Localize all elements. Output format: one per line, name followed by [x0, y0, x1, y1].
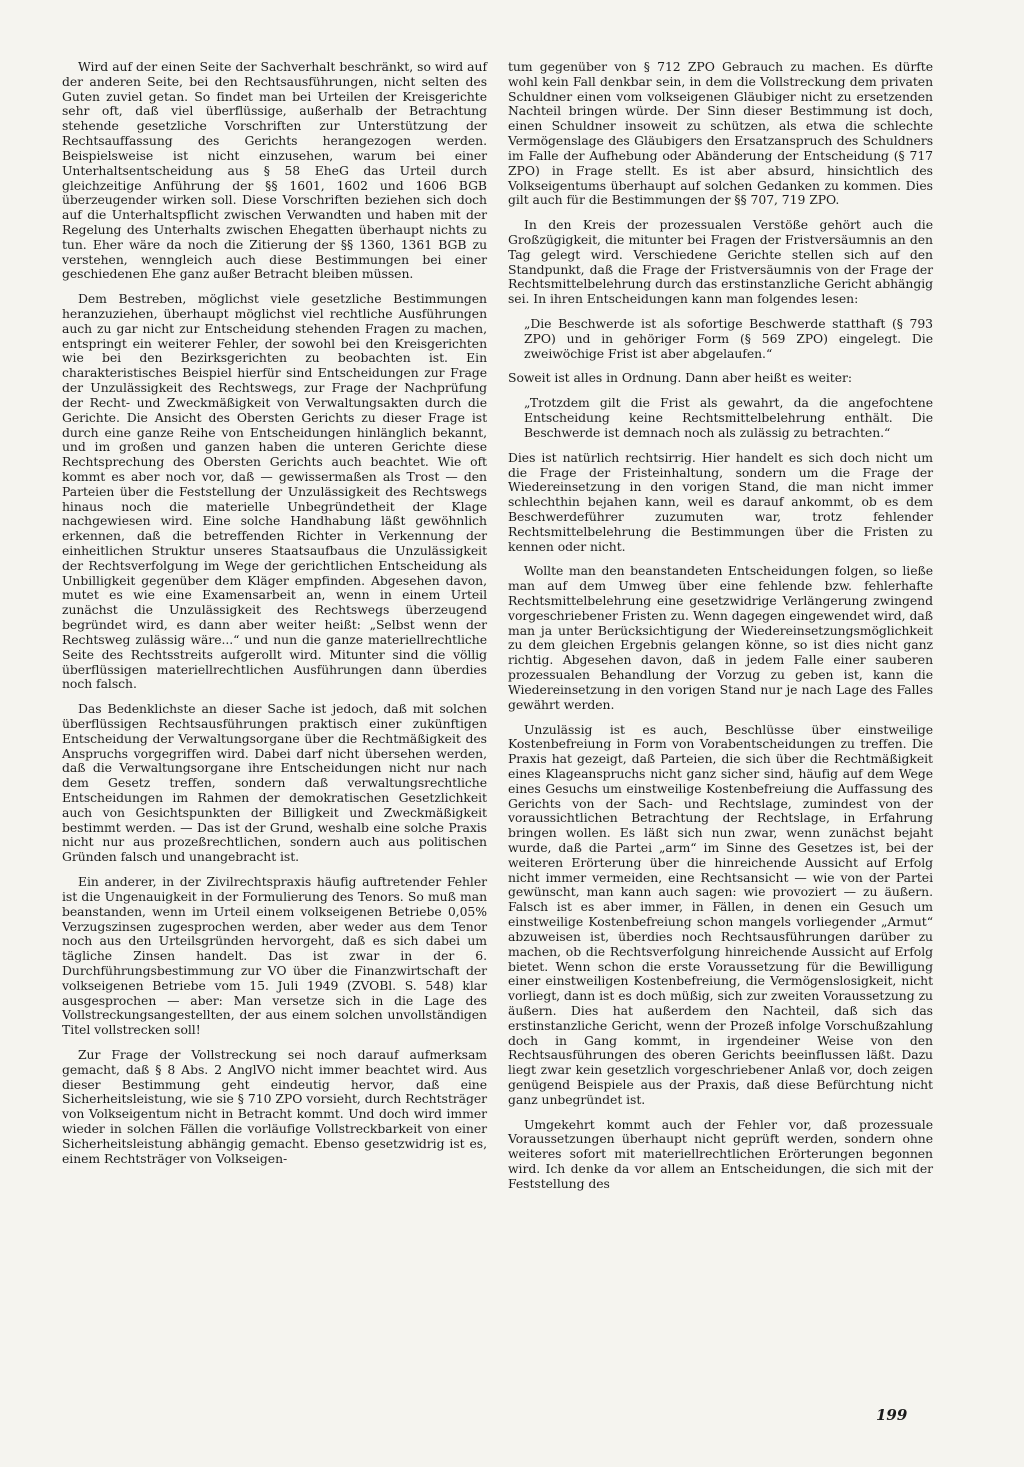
paragraph: Wird auf der einen Seite der Sachverhalt beschränkt, so wird auf der anderen Seite, bei den Rechtsausführungen, nicht selten des Guten zuviel getan. So findet man bei Urteilen der Kreisgerichte sehr oft, daß viel überflüssige, außerhalb der Betrachtung stehende gesetzliche Vorschriften zur Unterstützung der Rechtsauffassung des Gerichts herangezogen werden. Beispielsweise ist nicht einzusehen, warum bei einer Unterhaltsentscheidung aus § 58 EheG das Urteil durch gleichzeitige Anführung der §§ 1601, 1602 und 1606 BGB überzeugender wirken soll. Diese Vorschriften beziehen sich doch auf die Unterhaltspflicht zwischen Verwandten und haben mit der Regelung des Unterhalts zwischen Ehegatten überhaupt nichts zu tun. Eher wäre da noch die Zitierung der §§ 1360, 1361 BGB zu verstehen, wenngleich auch diese Bestimmungen bei einer geschiedenen Ehe ganz außer Betracht bleiben müssen.: [62, 59, 487, 282]
right-column: [508, 60, 933, 1202]
block-quote: „Die Beschwerde ist als sofortige Beschwerde statthaft (§ 793 ZPO) und in gehöriger Form (§ 569 ZPO) eingelegt. Die zweiwöchige Frist ist aber abgelaufen.“: [524, 316, 933, 361]
paragraph: Dem Bestreben, möglichst viele gesetzliche Bestimmungen heranzuziehen, überhaupt möglichst viel rechtliche Ausführungen auch zu gar nicht zur Entscheidung stehenden Fragen zu machen, entspringt ein weiterer Fehler, der sowohl bei den Kreisgerichten wie bei den Bezirksgerichten zu beobachten ist. Ein charakteristisches Beispiel hierfür sind Entscheidungen zur Frage der Unzulässigkeit des Rechtswegs, zur Frage der Nachprüfung der Recht- und Zweckmäßigkeit von Verwaltungsakten durch die Gerichte. Die Ansicht des Obersten Gerichts zu dieser Frage ist durch eine ganze Reihe von Entscheidungen hinlänglich bekannt, und im großen und ganzen haben die unteren Gerichte diese Rechtsprechung des Obersten Gerichts auch beachtet. Wie oft kommt es aber noch vor, daß — gewissermaßen als Trost — den Parteien über die Feststellung der Unzulässigkeit des Rechtswegs hinaus noch die materielle Unbegründetheit der Klage nachgewiesen wird. Eine solche Handhabung läßt gewöhnlich erkennen, daß die betreffenden Richter in Verkennung der einheitlichen Struktur unseres Staatsaufbaus die Unzulässigkeit der Rechtsverfolgung im Wege der gerichtlichen Entscheidung als Unbilligkeit gegenüber dem Kläger empfinden. Abgesehen davon, mutet es wie eine Examensarbeit an, wenn in einem Urteil zunächst die Unzulässigkeit des Rechtswegs überzeugend begründet wird, es dann aber weiter heißt: „Selbst wenn der Rechtsweg zulässig wäre...“ und nun die ganze materiellrechtliche Seite des Rechtsstreits aufgerollt wird. Mitunter sind die völlig überflüssigen materiellrechtlichen Ausführungen dann überdies noch falsch.: [62, 291, 487, 692]
left-column: [62, 60, 487, 1177]
paragraph: Das Bedenklichste an dieser Sache ist jedoch, daß mit solchen überflüssigen Rechtsausführungen praktisch einer zukünftigen Entscheidung der Verwaltungsorgane über die Rechtmäßigkeit des Anspruchs vorgegriffen wird. Dabei darf nicht übersehen werden, daß die Verwaltungsorgane ihre Entscheidungen nicht nur nach dem Gesetz treffen, sondern daß verwaltungsrechtliche Entscheidungen im Rahmen der demokratischen Gesetzlichkeit auch von Gesichtspunkten der Billigkeit und Zweckmäßigkeit bestimmt werden. — Das ist der Grund, weshalb eine solche Praxis nicht nur aus prozeßrechtlichen, sondern auch aus politischen Gründen falsch und unangebracht ist.: [62, 701, 487, 865]
paragraph: Soweit ist alles in Ordnung. Dann aber heißt es weiter:: [508, 370, 852, 386]
paragraph: Dies ist natürlich rechtsirrig. Hier handelt es sich doch nicht um die Frage der Fristeinhaltung, sondern um die Frage der Wiedereinsetzung in den vorigen Stand, die man nicht immer schlechthin bejahen kann, weil es darauf ankommt, ob es dem Beschwerdeführer zuzumuten war, trotz fehlender Rechtsmittelbelehrung die Bestimmungen über die Fristen zu kennen oder nicht.: [508, 449, 933, 554]
paragraph: In den Kreis der prozessualen Verstöße gehört auch die Großzügigkeit, die mitunter bei Fragen der Fristversäumnis an den Tag gelegt wird. Verschiedene Gerichte stellen sich auf den Standpunkt, daß die Frage der Fristversäumnis von der Frage der Rechtsmittelbelehrung durch das erstinstanzliche Gericht abhängig sei. In ihren Entscheidungen kann man folgendes lesen:: [508, 217, 933, 307]
block-quote: „Trotzdem gilt die Frist als gewahrt, da die angefochtene Entscheidung keine Rechtsmittelbelehrung enthält. Die Beschwerde ist demnach noch als zulässig zu betrachten.“: [524, 395, 933, 440]
paragraph: Unzulässig ist es auch, Beschlüsse über einstweilige Kostenbefreiung in Form von Vorabentscheidungen zu treffen. Die Praxis hat gezeigt, daß Parteien, die sich über die Rechtmäßigkeit eines Klageanspruchs nicht ganz sicher sind, häufig auf dem Wege eines Gesuchs um einstweilige Kostenbefreiung die Auffassung des Gerichts von der Sach- und Rechtslage, zumindest von der voraussichtlichen Betrachtung der Rechtslage, in Erfahrung bringen wollen. Es läßt sich nun zwar, wenn zunächst bejaht wurde, daß die Partei „arm“ im Sinne des Gesetzes ist, bei der weiteren Erörterung über die hinreichende Aussicht auf Erfolg nicht immer vermeiden, eine Rechtsansicht — wie von der Partei gewünscht, man kann auch sagen: wie provoziert — zu äußern. Falsch ist es aber immer, in Fällen, in denen ein Gesuch um einstweilige Kostenbefreiung schon mangels vorliegender „Armut“ abzuweisen ist, überdies noch Rechtsausführungen darüber zu machen, ob die Rechtsverfolgung hinreichende Aussicht auf Erfolg bietet. Wenn schon die erste Voraussetzung für die Bewilligung einer einstweiligen Kostenbefreiung, die Vermögenslosigkeit, nicht vorliegt, dann ist es doch müßig, sich zur zweiten Voraussetzung zu äußern. Dies hat außerdem den Nachteil, daß sich das erstinstanzliche Gericht, wenn der Prozeß infolge Vorschußzahlung doch in Gang kommt, in irgendeiner Weise von den Rechtsausführungen des oberen Gerichts beeinflussen läßt. Dazu liegt zwar kein gesetzlich vorgeschriebener Anlaß vor, doch zeigen genügend Beispiele aus der Praxis, daß diese Befürchtung nicht ganz unbegründet ist.: [508, 721, 933, 1107]
page-number: 199: [876, 1406, 908, 1424]
paragraph: Ein anderer, in der Zivilrechtspraxis häufig auftretender Fehler ist die Ungenauigkeit in der Formulierung des Tenors. So muß man beanstanden, wenn im Urteil einem volkseigenen Betriebe 0,05% Verzugszinsen zugesprochen werden, aber weder aus dem Tenor noch aus den Urteilsgründen hervorgeht, daß es sich dabei um tägliche Zinsen handelt. Das ist zwar in der 6. Durchführungsbestimmung zur VO über die Finanzwirtschaft der volkseigenen Betriebe vom 15. Juli 1949 (ZVOBl. S. 548) klar ausgesprochen — aber: Man versetze sich in die Lage des Vollstreckungsangestellten, der aus einem solchen unvollständigen Titel vollstrecken soll!: [62, 874, 487, 1038]
paragraph-continuation: tum gegenüber von § 712 ZPO Gebrauch zu machen. Es dürfte wohl kein Fall denkbar sein, in dem die Vollstreckung dem privaten Schuldner einen vom volkseigenen Gläubiger nicht zu ersetzenden Nachteil bringen würde. Der Sinn dieser Bestimmung ist doch, einen Schuldner insoweit zu schützen, als etwa die schlechte Vermögenslage des Gläubigers den Ersatzanspruch des Schuldners im Falle der Aufhebung oder Abänderung der Entscheidung (§ 717 ZPO) in Frage stellt. Es ist aber absurd, hinsichtlich des Volkseigentums überhaupt auf solchen Gedanken zu kommen. Dies gilt auch für die Bestimmungen der §§ 707, 719 ZPO.: [508, 59, 933, 208]
paragraph: Zur Frage der Vollstreckung sei noch darauf aufmerksam gemacht, daß § 8 Abs. 2 AnglVO nicht immer beachtet wird. Aus dieser Bestimmung geht eindeutig hervor, daß eine Sicherheitsleistung, wie sie § 710 ZPO vorsieht, durch Rechtsträger von Volkseigentum nicht in Betracht kommt. Und doch wird immer wieder in solchen Fällen die vorläufige Vollstreckbarkeit von einer Sicherheitsleistung abhängig gemacht. Ebenso gesetzwidrig ist es, einem Rechtsträger von Volkseigen-: [62, 1047, 487, 1166]
paragraph: Wollte man den beanstandeten Entscheidungen folgen, so ließe man auf dem Umweg über eine fehlende bzw. fehlerhafte Rechtsmittelbelehrung eine gesetzwidrige Verlängerung zwingend vorgeschriebener Fristen zu. Wenn dagegen eingewendet wird, daß man ja unter Berücksichtigung der Wiedereinsetzungsmöglichkeit zu dem gleichen Ergebnis gelangen könne, so ist dies nicht ganz richtig. Abgesehen davon, daß in jedem Falle einer sauberen prozessualen Behandlung der Vorzug zu geben ist, kann die Wiedereinsetzung in den vorigen Stand nur je nach Lage des Falles gewährt werden.: [508, 563, 933, 712]
paragraph: Umgekehrt kommt auch der Fehler vor, daß prozessuale Voraussetzungen überhaupt nicht geprüft werden, sondern ohne weiteres sofort mit materiellrechtlichen Erörterungen begonnen wird. Ich denke da vor allem an Entscheidungen, die sich mit der Feststellung des: [508, 1116, 933, 1191]
